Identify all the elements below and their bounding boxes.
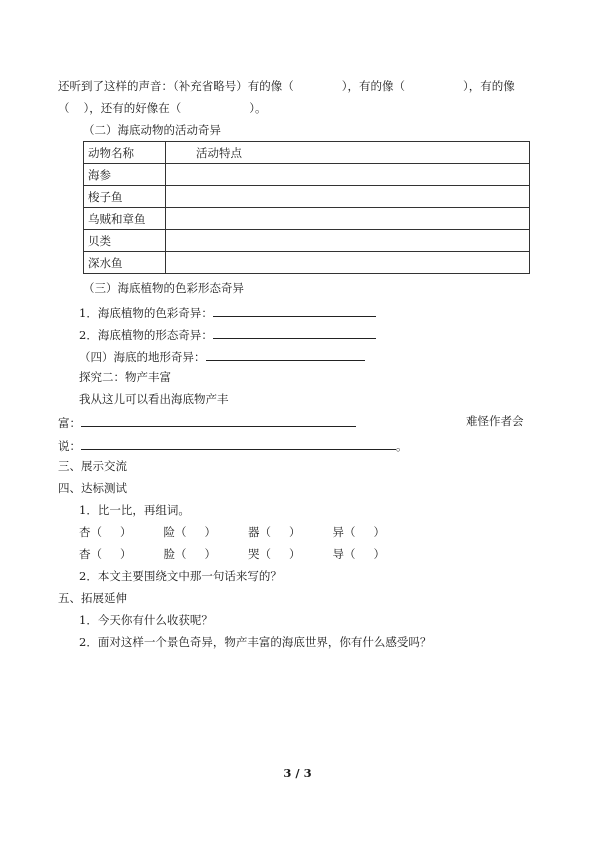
table-header-row	[84, 142, 530, 164]
table-row	[84, 164, 530, 186]
explore2-line3-start: 说：	[58, 439, 81, 453]
paren-close: ）	[289, 525, 301, 539]
part5-q1: 1．今天你有什么收获呢？	[79, 613, 213, 627]
answer-line[interactable]	[213, 304, 376, 317]
word-row-1	[79, 525, 385, 540]
part5-heading: 五、拓展延伸	[58, 591, 127, 605]
page-number: 3 / 3	[283, 766, 312, 780]
paren-close: ）	[289, 547, 301, 561]
paren-close: ）	[204, 525, 216, 539]
section3-heading: （三）海底植物的色彩形态奇异	[83, 281, 244, 295]
part4-q1: 1．比一比，再组词。	[79, 503, 190, 517]
table-row	[84, 208, 530, 230]
section3-item2-label: 2．海底植物的形态奇异：	[79, 328, 213, 342]
table-cell-feature[interactable]	[166, 186, 530, 208]
table-cell-feature[interactable]	[166, 208, 530, 230]
intro-text-e: ），还有的好像在（	[83, 101, 182, 115]
explore2-line3-end: 。	[396, 439, 408, 453]
section2-heading: （二）海底动物的活动奇异	[83, 123, 221, 137]
part5-q2: 2．面对这样一个景色奇异，物产丰富的海底世界，你有什么感受吗？	[79, 635, 432, 649]
explore2-line2-start: 富：	[58, 416, 81, 430]
answer-line[interactable]	[206, 348, 365, 361]
intro-text-a: 还听到了这样的声音：（补充省略号）有的像（	[58, 79, 294, 93]
table-header-animal: 动物名称	[84, 142, 166, 164]
answer-line[interactable]	[81, 437, 396, 450]
intro-text-d: （	[58, 101, 70, 115]
explore2-line3	[58, 437, 408, 454]
animal-activity-table	[83, 141, 530, 274]
char-1: 杏（	[79, 525, 102, 539]
char-6: 脸（	[163, 547, 187, 561]
char-5: 杳（	[79, 547, 102, 561]
section3-item2	[79, 326, 376, 343]
part4-q2: 2．本文主要围绕文中那一句话来写的？	[79, 569, 282, 583]
table-row	[84, 186, 530, 208]
table-cell-animal: 贝类	[84, 230, 166, 252]
intro-line-2	[58, 101, 267, 116]
section4-heading: （四）海底的地形奇异：	[79, 350, 206, 364]
char-2: 险（	[163, 525, 187, 539]
table-header-feature: 活动特点	[166, 142, 530, 164]
table-cell-animal: 梭子鱼	[84, 186, 166, 208]
section4-item	[79, 348, 365, 365]
section3-item1-label: 1．海底植物的色彩奇异：	[79, 306, 213, 320]
table-cell-feature[interactable]	[166, 230, 530, 252]
table-cell-animal: 深水鱼	[84, 252, 166, 274]
intro-text-f: ）。	[249, 101, 267, 115]
table-row	[84, 230, 530, 252]
table-row	[84, 252, 530, 274]
answer-line[interactable]	[213, 326, 376, 339]
table-cell-feature[interactable]	[166, 164, 530, 186]
table-cell-animal: 乌贼和章鱼	[84, 208, 166, 230]
paren-close: ）	[120, 525, 132, 539]
explore2-line2-end: 难怪作者会	[466, 414, 524, 428]
char-8: 导（	[332, 547, 356, 561]
explore2-heading: 探究二：物产丰富	[79, 370, 171, 384]
table-cell-animal: 海参	[84, 164, 166, 186]
part3-heading: 三、展示交流	[58, 459, 127, 473]
char-3: 器（	[248, 525, 271, 539]
word-row-2	[79, 547, 385, 562]
paren-close: ）	[373, 525, 385, 539]
explore2-line2	[58, 414, 356, 431]
part4-heading: 四、达标测试	[58, 481, 127, 495]
char-7: 哭（	[248, 547, 271, 561]
char-4: 异（	[332, 525, 356, 539]
answer-line[interactable]	[81, 414, 356, 427]
paren-close: ）	[373, 547, 385, 561]
table-cell-feature[interactable]	[166, 252, 530, 274]
paren-close: ）	[120, 547, 132, 561]
paren-close: ）	[204, 547, 216, 561]
intro-text-c: ），有的像	[463, 79, 515, 93]
intro-text-b: ），有的像（	[341, 79, 405, 93]
intro-line-1	[58, 79, 515, 94]
explore2-line1: 我从这儿可以看出海底物产丰	[79, 392, 229, 406]
section3-item1	[79, 304, 376, 321]
